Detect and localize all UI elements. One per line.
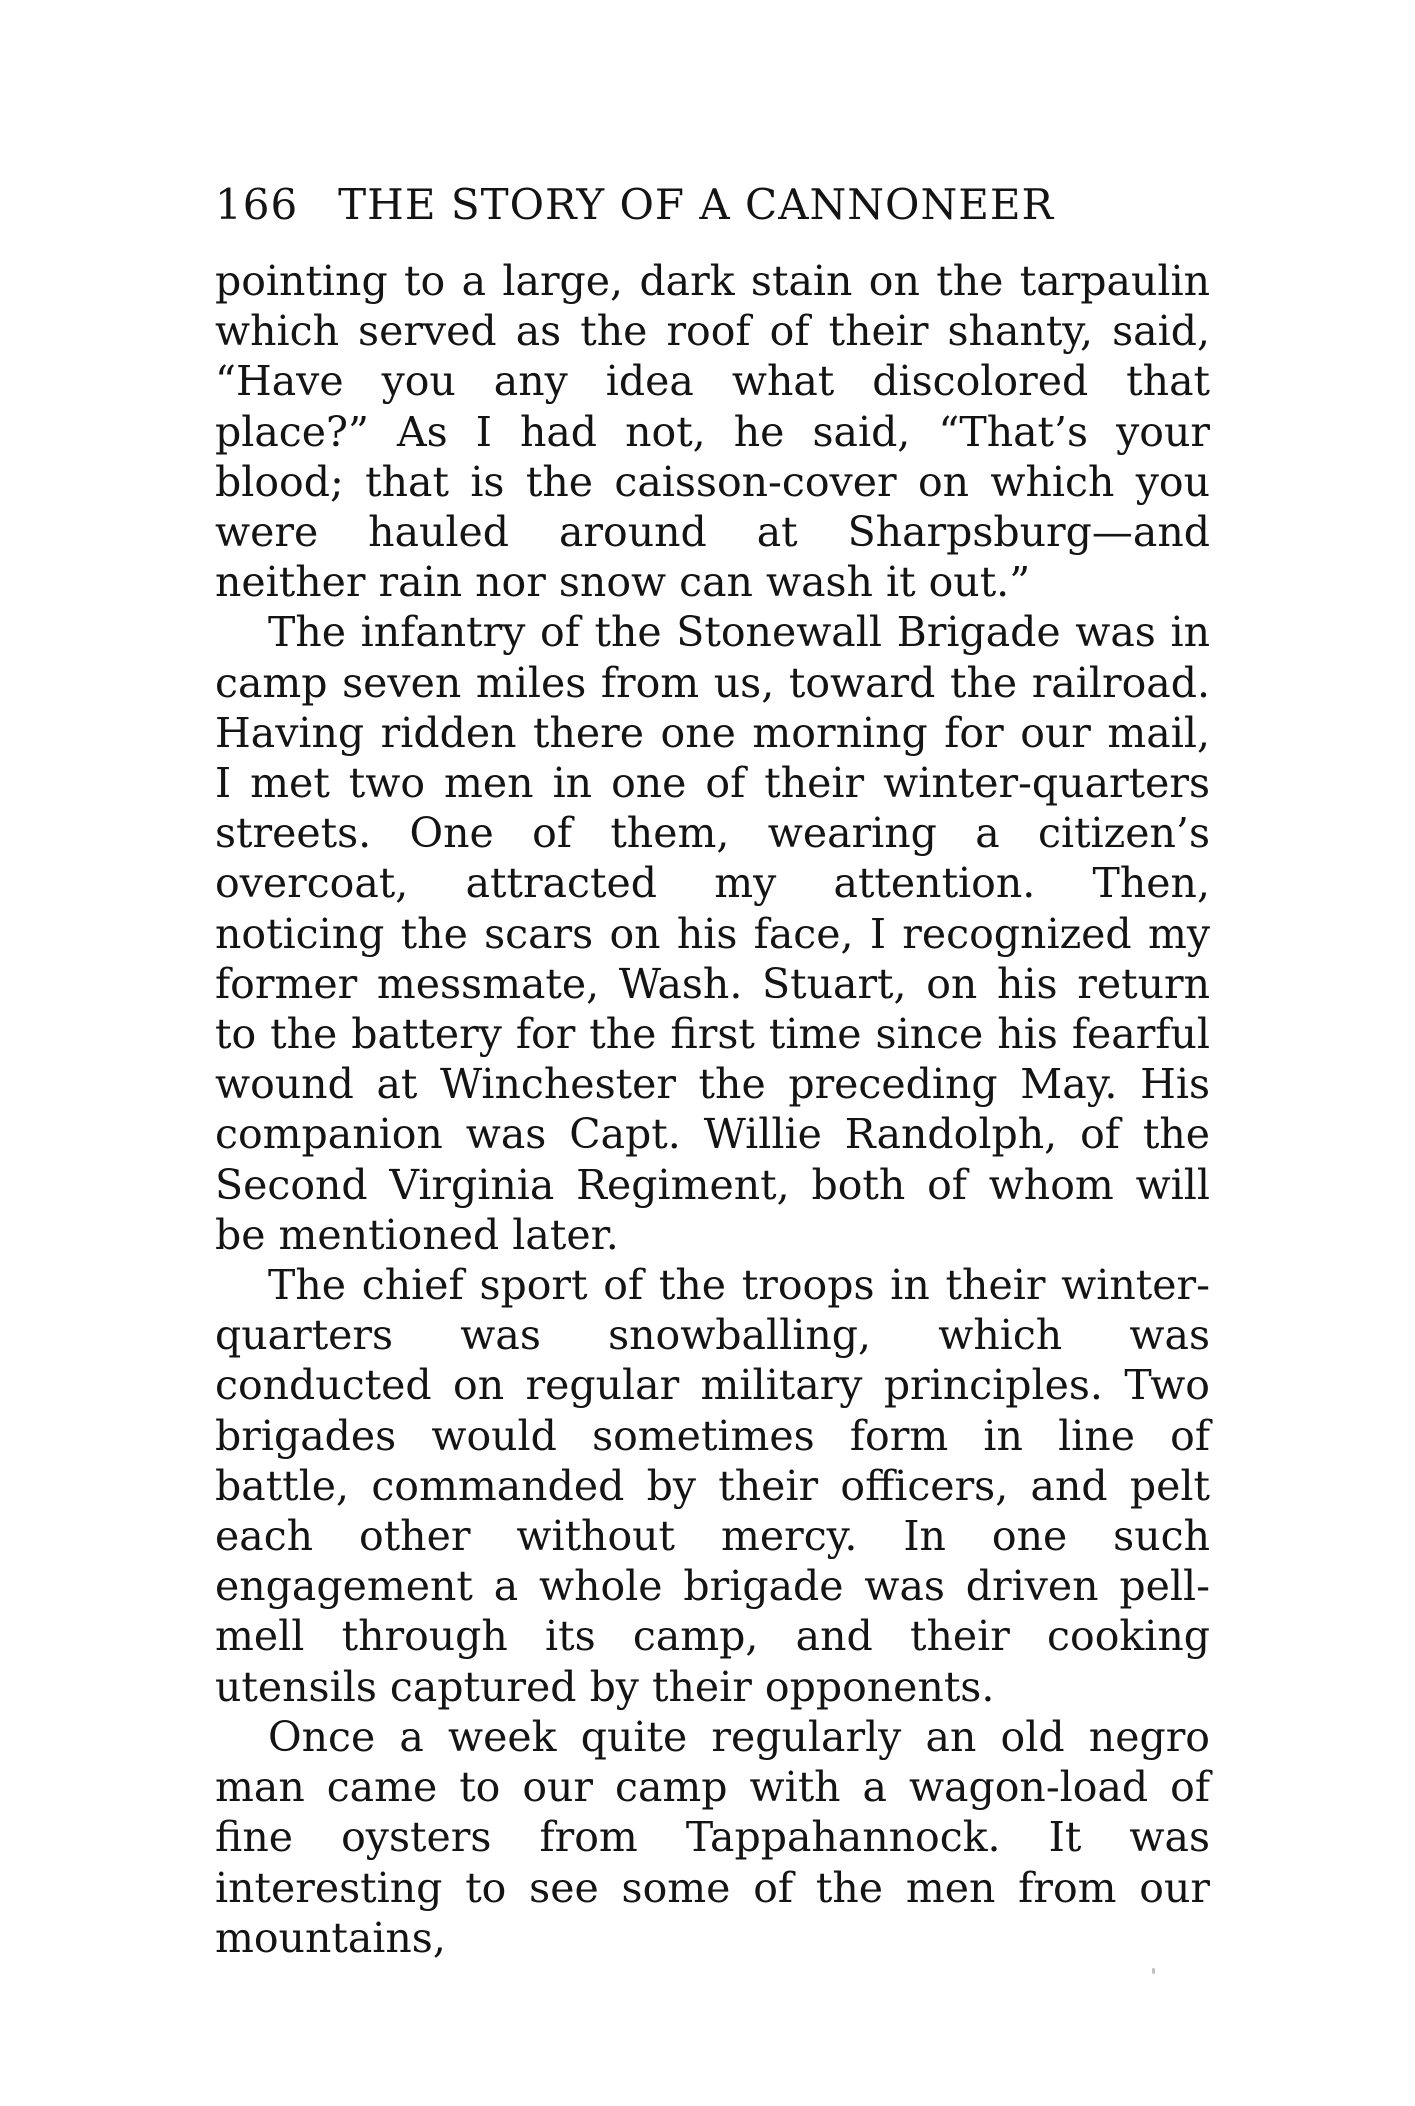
running-header — [215, 168, 1215, 240]
page-number: 166 — [215, 179, 299, 229]
paragraph-snowballing: The chief sport of the troops in their winter-quarters was snowballing, which was conducted on regular military principles. Two brigades would sometimes form in line of battle, commanded by their officers, and pelt each other without mercy. In one such engagement a whole brigade was driven pell-mell through its camp, and their cooking utensils captured by their opponents. — [215, 1261, 1210, 1711]
paragraph-continued: pointing to a large, dark stain on the tarpaulin which served as the roof of their shanty, said, “Have you any idea what discolored that place?” As I had not, he said, “That’s your blood; that is the caisson-cover on which you were hauled around at Sharpsburg—and neither rain nor snow can wash it out.” — [215, 257, 1210, 607]
running-title: THE STORY OF A CANNONEER — [338, 179, 1055, 229]
scan-speck — [1152, 1968, 1155, 1974]
paragraph-stonewall-brigade: The infantry of the Stonewall Brigade was in camp seven miles from us, toward the railroad. Having ridden there one morning for our mail, I met two men in one of their winter-quarters streets. One of them, wearing a citizen’s overcoat, attracted my attention. Then, noticing the scars on his face, I recognized my former messmate, Wash. Stuart, on his return to the battery for the first time since his fearful wound at Winchester the preceding May. His companion was Capt. Willie Randolph, of the Second Virginia Regiment, both of whom will be mentioned later. — [215, 608, 1210, 1259]
page-body — [215, 256, 1210, 1963]
paragraph-oysters: Once a week quite regularly an old negro man came to our camp with a wagon-load of fine oysters from Tappahannock. It was interesting to see some of the men from our mountains, — [215, 1712, 1210, 1962]
